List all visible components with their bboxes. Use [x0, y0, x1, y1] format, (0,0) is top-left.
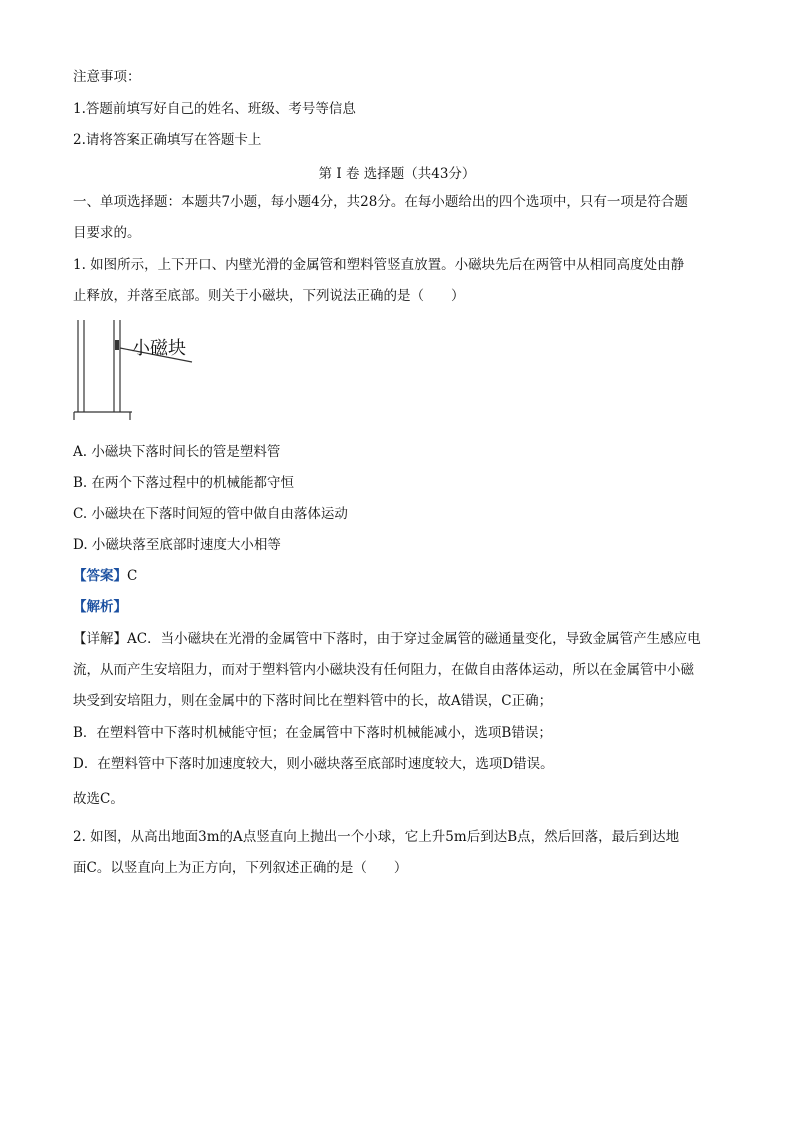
part1-instruction-1: 一、单项选择题：本题共7小题，每小题4分，共28分。在每小题给出的四个选项中，只有一项是符合题: [73, 194, 688, 210]
detail-line-5: D．在塑料管中下落时加速度较大，则小磁块落至底部时速度较大，选项D错误。: [73, 756, 554, 772]
notice-item-1: 1.答题前填写好自己的姓名、班级、考号等信息: [73, 101, 356, 117]
notice-heading: 注意事项：: [73, 69, 141, 85]
detail-line-4: B．在塑料管中下落时机械能守恒；在金属管中下落时机械能减小，选项B错误；: [73, 725, 552, 741]
conclusion: 故选C。: [73, 791, 124, 807]
detail-text-1: AC．当小磁块在光滑的金属管中下落时，由于穿过金属管的磁通量变化，导致金属管产生感应电: [127, 631, 701, 647]
q1-option-b: B. 在两个下落过程中的机械能都守恒: [73, 475, 295, 491]
q1-stem-1: 1. 如图所示，上下开口、内壁光滑的金属管和塑料管竖直放置。小磁块先后在两管中从相同高度处由静: [73, 257, 685, 273]
q1-option-c: C. 小磁块在下落时间短的管中做自由落体运动: [73, 506, 348, 522]
detail-line-1: [73, 630, 701, 648]
answer-tag: 【答案】: [73, 568, 127, 584]
answer-line: [73, 567, 137, 585]
magnet-block: [115, 340, 119, 350]
detail-line-2: 流，从而产生安培阻力，而对于塑料管内小磁块没有任何阻力，在做自由落体运动，所以在金属管中小磁: [73, 662, 694, 678]
figure-label: 小磁块: [132, 338, 186, 359]
q2-stem-1: 2. 如图，从高出地面3m的A点竖直向上抛出一个小球，它上升5m后到达B点，然后回落，最后到达地: [73, 829, 680, 845]
q1-option-d: D. 小磁块落至底部时速度大小相等: [73, 537, 281, 553]
q2-stem-2: 面C。以竖直向上为正方向，下列叙述正确的是（ ）: [73, 860, 408, 876]
analysis-line: [73, 598, 127, 616]
q1-option-a: A. 小磁块下落时间长的管是塑料管: [73, 444, 281, 460]
detail-line-3: 块受到安培阻力，则在金属中的下落时间比在塑料管中的长，故A错误，C正确；: [73, 693, 553, 709]
tubes-diagram: [70, 318, 210, 428]
detail-tag: 【详解】: [73, 631, 127, 647]
analysis-tag: 【解析】: [73, 599, 127, 615]
notice-item-2: 2.请将答案正确填写在答题卡上: [73, 132, 262, 148]
q1-figure: [70, 318, 210, 432]
q1-stem-2: 止释放，并落至底部。则关于小磁块，下列说法正确的是（ ）: [73, 288, 465, 304]
section-title: 第 I 卷 选择题（共43分）: [318, 166, 476, 182]
answer-value: C: [127, 568, 138, 584]
part1-instruction-2: 目要求的。: [73, 225, 141, 241]
